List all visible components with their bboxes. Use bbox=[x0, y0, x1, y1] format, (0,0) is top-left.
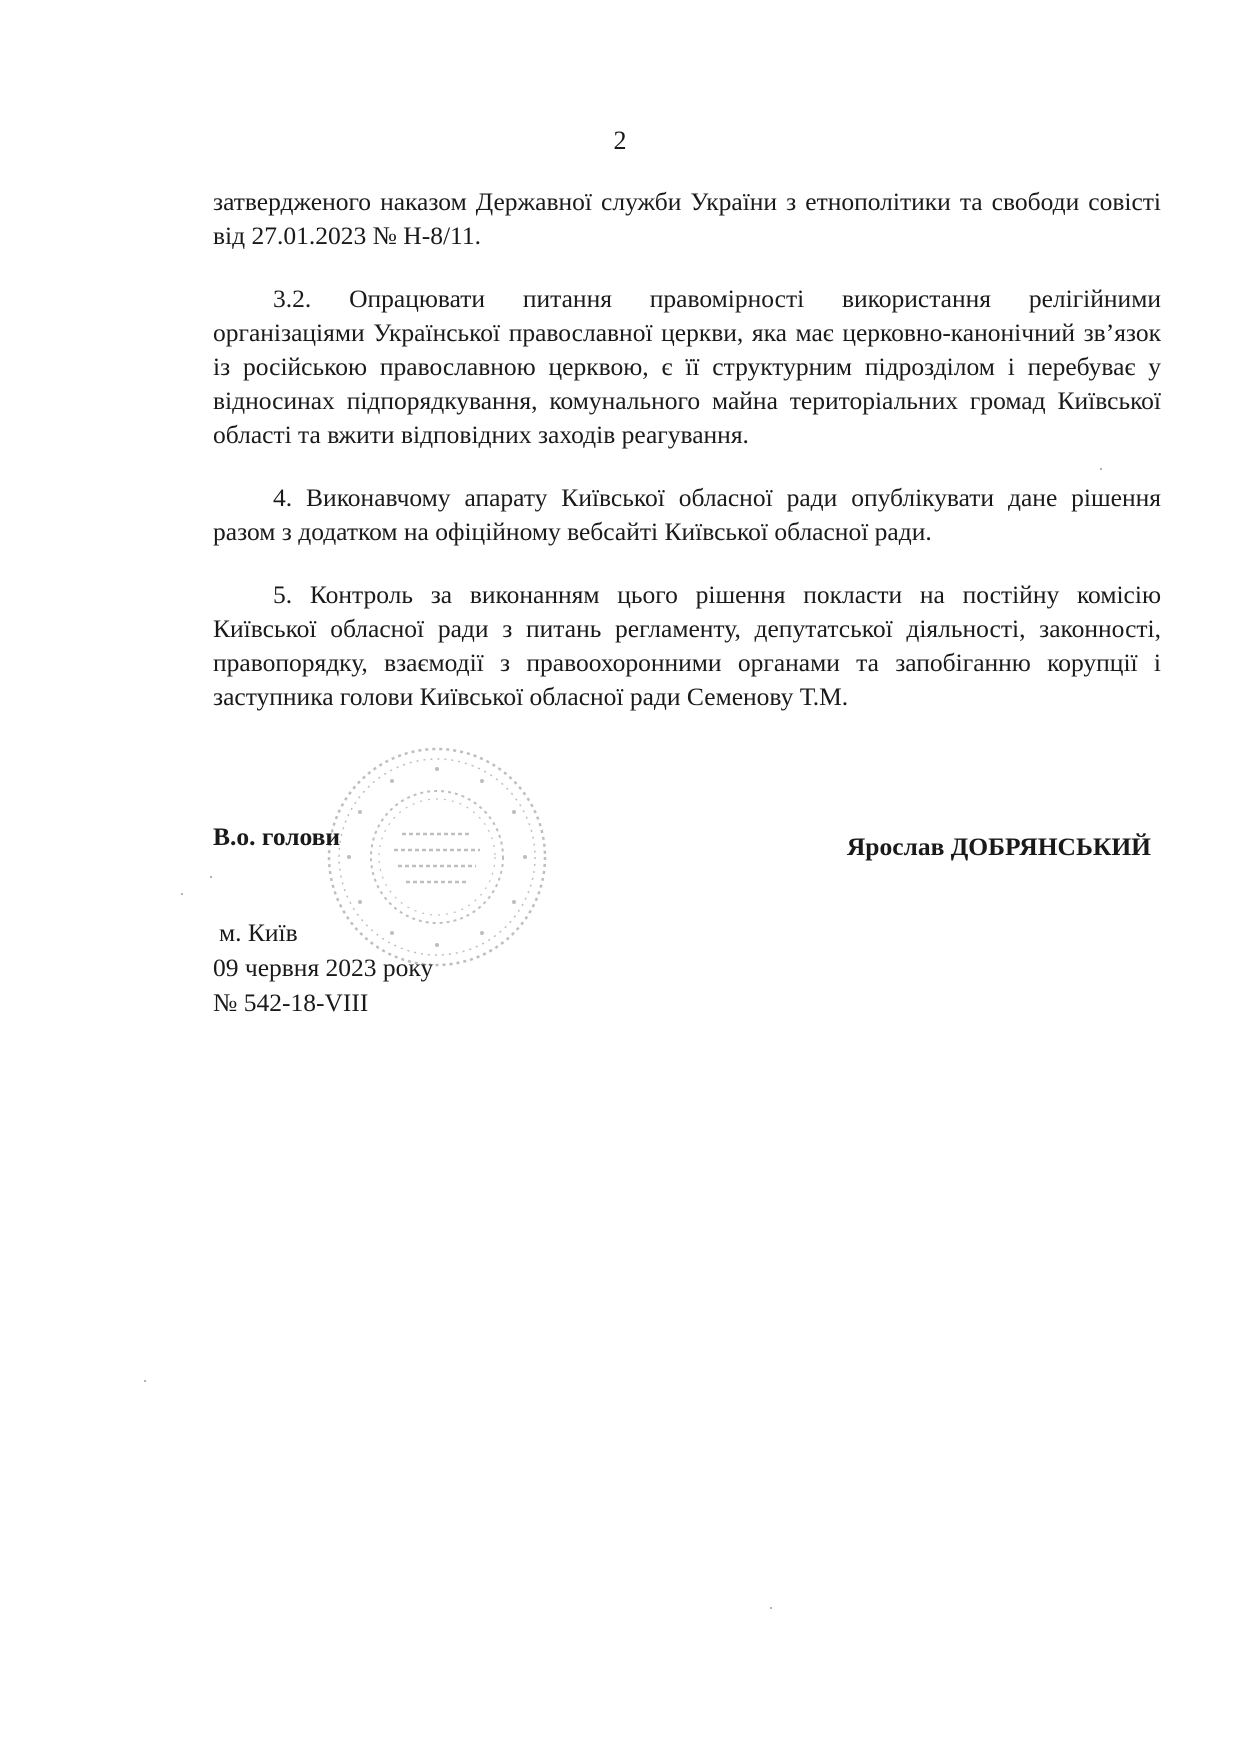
decision-body bbox=[213, 185, 1161, 714]
scan-speck bbox=[1100, 468, 1102, 470]
city: м. Київ bbox=[219, 918, 298, 947]
decision-date: 09 червня 2023 року bbox=[213, 953, 434, 982]
scan-speck bbox=[770, 1607, 772, 1609]
signatory-title: В.о. голови bbox=[213, 822, 341, 851]
scan-speck bbox=[210, 876, 212, 878]
paragraph-4: 4. Виконавчому апарату Київської обласної ради опублікувати дане рішення разом з додатком на офіційному вебсайті Київської обласної ради. bbox=[213, 483, 1161, 546]
page-number: 2 bbox=[613, 126, 627, 155]
decision-number: № 542-18-VIII bbox=[213, 988, 369, 1017]
paragraph-5: 5. Контроль за виконанням цього рішення покласти на постійну комісію Київської обласної ради з питань регламенту, депутатської діяльності, законності, правопорядку, взаємодії з правоохоронними органами та запобіганню корупції і заступника голови Київської обласної ради Семенову Т.М. bbox=[213, 580, 1161, 711]
signatory-name: Ярослав ДОБРЯНСЬКИЙ bbox=[846, 832, 1151, 861]
paragraph-continuation: затвердженого наказом Державної служби України з етнополітики та свободи совісті від 27.01.2023 № Н-8/11. bbox=[213, 187, 1161, 250]
scan-speck bbox=[181, 893, 183, 895]
document-footer bbox=[213, 915, 433, 1020]
scan-speck bbox=[144, 1380, 146, 1382]
paragraph-3-2: 3.2. Опрацювати питання правомірності використання релігійними організаціями Української православної церкви, яка має церковно-канонічний зв’язок із російською православною церквою, є її структурним підрозділом і перебуває у відносинах підпорядкування, комунального майна територіальних громад Київської області та вжити відповідних заходів реагування. bbox=[213, 284, 1161, 449]
